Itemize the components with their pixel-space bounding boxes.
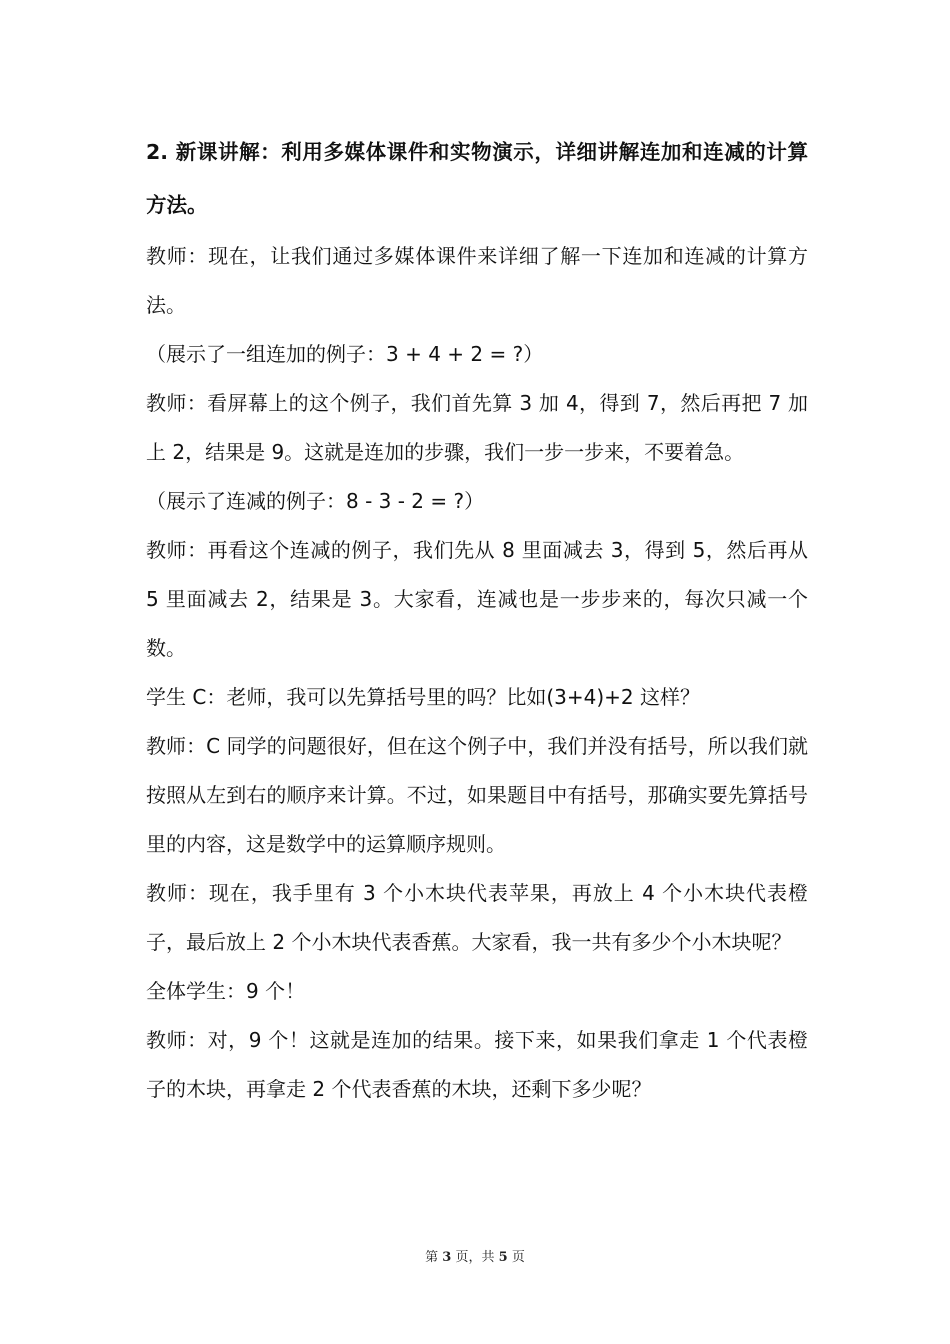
page-footer [0,1246,950,1265]
paragraph: 教师：现在，让我们通过多媒体课件来详细了解一下连加和连减的计算方法。 [146,244,808,317]
paragraph: 教师：C 同学的问题很好，但在这个例子中，我们并没有括号，所以我们就按照从左到右的顺序来计算。不过，如果题目中有括号，那确实要先算括号里的内容，这是数学中的运算顺序规则。 [146,734,808,856]
paragraph: 教师：对，9 个！这就是连加的结果。接下来，如果我们拿走 1 个代表橙子的木块，再拿走 2 个代表香蕉的木块，还剩下多少呢？ [146,1028,808,1101]
paragraph: 教师：现在，我手里有 3 个小木块代表苹果，再放上 4 个小木块代表橙子，最后放上 2 个小木块代表香蕉。大家看，我一共有多少个小木块呢？ [146,881,808,954]
paragraph: 全体学生：9 个！ [146,979,306,1003]
footer-suffix: 页 [511,1250,525,1265]
paragraph: （展示了一组连加的例子：3 + 4 + 2 = ?） [146,342,544,366]
document-body [146,126,808,1114]
footer-current-page: 3 [442,1250,452,1265]
paragraph: （展示了连减的例子：8 - 3 - 2 = ?） [146,489,485,513]
footer-prefix: 第 [425,1250,439,1265]
paragraph: 学生 C：老师，我可以先算括号里的吗？比如(3+4)+2 这样？ [146,685,700,709]
paragraph: 教师：看屏幕上的这个例子，我们首先算 3 加 4，得到 7，然后再把 7 加上 2，结果是 9。这就是连加的步骤，我们一步一步来，不要着急。 [146,391,808,464]
paragraph: 教师：再看这个连减的例子，我们先从 8 里面减去 3，得到 5，然后再从 5 里面减去 2，结果是 3。大家看，连减也是一步步来的，每次只减一个数。 [146,538,808,660]
section-heading: 2. 新课讲解：利用多媒体课件和实物演示，详细讲解连加和连减的计算方法。 [146,140,808,217]
footer-middle: 页，共 [455,1250,495,1265]
footer-total-pages: 5 [498,1250,508,1265]
